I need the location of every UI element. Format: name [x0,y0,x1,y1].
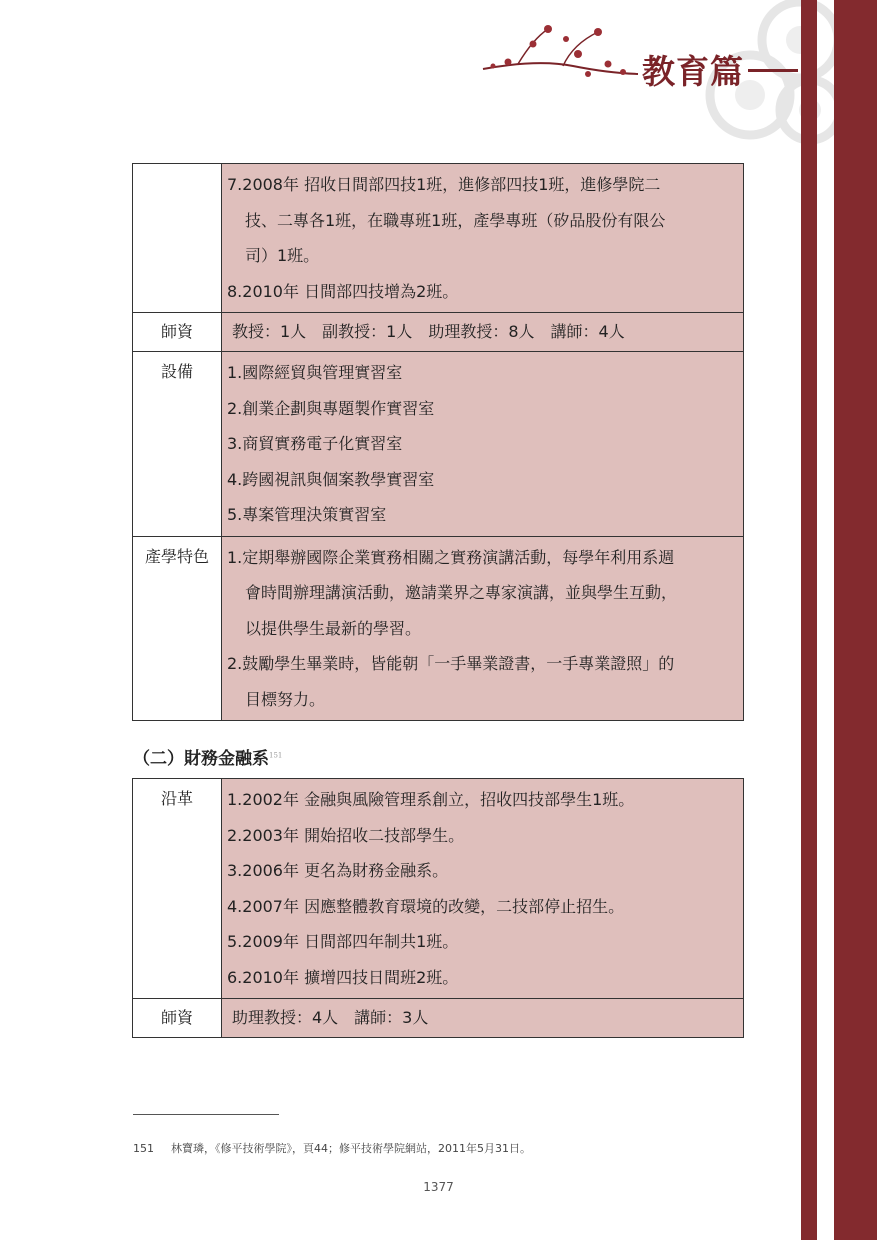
decorative-bar-wide [834,0,877,1240]
table-row [133,536,744,721]
section-title-text: （二）財務金融系 [133,749,269,769]
list-item-continuation: 以提供學生最新的學習。 [245,618,422,638]
table-row [133,164,744,313]
faculty-cell [222,313,744,352]
footnote-text: 林寶璘，《修平技術學院》，頁44；修平技術學院網站，2011年5月31日。 [171,1142,531,1155]
list-item: 6.2010年 擴增四技日間班2班。 [227,967,459,987]
section-header-title: 教育篇 [642,52,744,91]
header-rule [748,69,798,72]
table-row [133,352,744,537]
department-table-2 [132,778,744,1038]
table-row [133,313,744,352]
footnote [133,1140,531,1156]
table-row [133,999,744,1038]
list-item: 1.國際經貿與管理實習室 [227,363,403,382]
list-item: 5.專案管理決策實習室 [227,505,387,524]
list-item: 5.2009年 日間部四年制共1班。 [227,932,459,951]
page-number: 1377 [423,1180,454,1194]
equipment-cell [222,352,744,537]
list-item: 3.商貿實務電子化實習室 [227,434,403,453]
department-table-1 [132,163,744,721]
faculty-cell [222,999,744,1038]
history-cell [222,779,744,999]
faculty-label: 師資 [133,999,222,1038]
plum-blossom-branch-icon [478,14,643,84]
history-cell [222,164,744,313]
faculty-value: 助理教授：4人 講師：3人 [232,1008,429,1027]
list-item: 4.跨國視訊與個案教學實習室 [227,469,435,489]
footnote-rule [133,1114,279,1115]
industry-cell [222,536,744,721]
list-item: 1.2002年 金融與風險管理系創立，招收四技部學生1班。 [227,790,635,809]
list-item: 2.鼓勵學生畢業時，皆能朝「一手畢業證書，一手專業證照」的 [227,654,675,673]
history-label: 沿革 [133,779,222,999]
faculty-label: 師資 [133,313,222,352]
list-item-continuation: 目標努力。 [245,689,326,709]
footnote-reference: 151 [269,751,283,760]
list-item: 8.2010年 日間部四技增為2班。 [227,281,459,301]
list-item-continuation: 司）1班。 [245,246,320,265]
list-item: 2.2003年 開始招收二技部學生。 [227,825,465,845]
table-row [133,779,744,999]
list-item: 7.2008年 招收日間部四技1班，進修部四技1班，進修學院二 [227,175,661,194]
section-title [133,744,282,769]
list-item: 3.2006年 更名為財務金融系。 [227,861,449,880]
industry-label: 產學特色 [133,536,222,721]
faculty-value: 教授：1人 副教授：1人 助理教授：8人 講師：4人 [232,322,625,341]
list-item: 1.定期舉辦國際企業實務相關之實務演講活動，每學年利用系週 [227,547,675,567]
history-label-empty [133,164,222,313]
list-item: 4.2007年 因應整體教育環境的改變，二技部停止招生。 [227,896,625,916]
list-item-continuation: 會時間辦理講演活動，邀請業界之專家演講，並與學生互動， [245,583,678,602]
decorative-bar-thin [801,0,817,1240]
list-item-continuation: 技、二專各1班，在職專班1班，產學專班（矽品股份有限公 [245,210,666,230]
equipment-label: 設備 [133,352,222,537]
list-item: 2.創業企劃與專題製作實習室 [227,398,435,418]
footnote-number: 151 [133,1142,154,1155]
